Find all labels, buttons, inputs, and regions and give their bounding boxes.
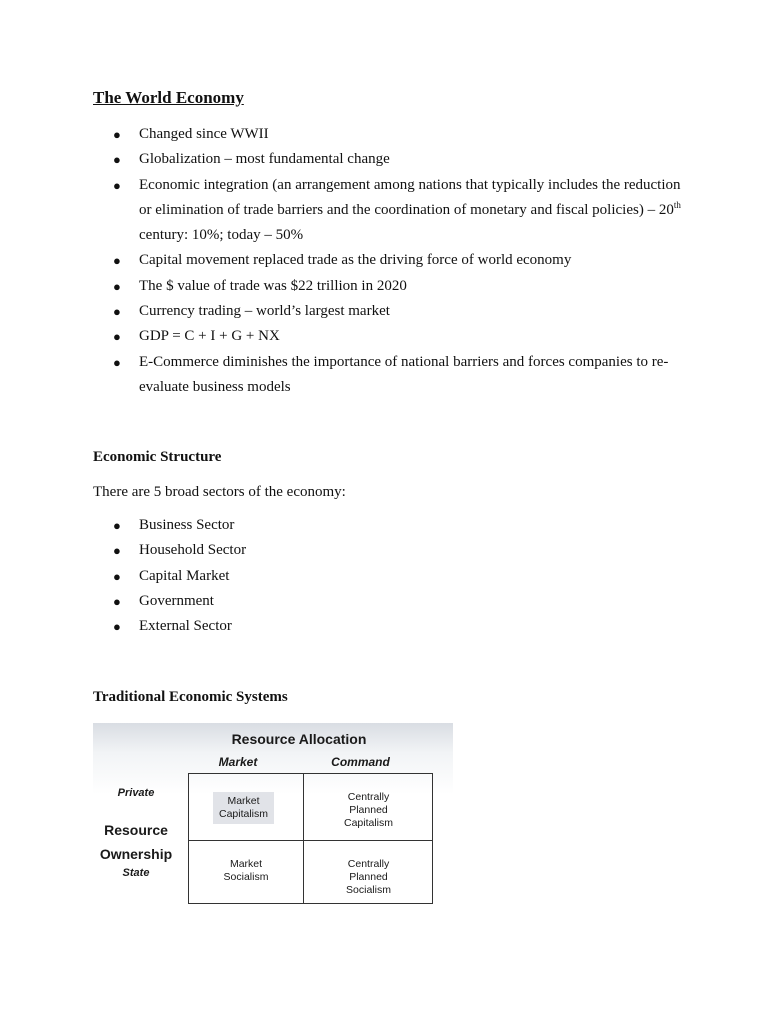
side-label-resource: Resource	[104, 822, 168, 838]
bullet-icon: ●	[113, 593, 121, 609]
allocation-grid	[188, 773, 433, 904]
traditional-systems-heading: Traditional Economic Systems	[93, 689, 288, 705]
list-item: ● GDP = C + I + G + NX	[93, 324, 683, 349]
resource-ownership-label	[93, 818, 179, 866]
list-item: ● Changed since WWII	[93, 122, 683, 147]
bullet-icon: ●	[113, 304, 121, 320]
bullet-icon: ●	[113, 329, 121, 345]
grid-divider-horizontal	[189, 840, 432, 841]
cell-centrally-planned-socialism: Centrally Planned Socialism	[346, 858, 391, 896]
cell-market-capitalism: Market Capitalism	[213, 792, 274, 824]
cell-centrally-planned-capitalism: Centrally Planned Capitalism	[343, 791, 393, 829]
bullet-icon: ●	[113, 253, 121, 269]
list-item: ● E-Commerce diminishes the importance of national barriers and forces companies to re-evaluate business models	[93, 350, 683, 401]
row-label-private: Private	[117, 787, 155, 799]
column-label-market: Market	[218, 755, 258, 769]
world-economy-list	[93, 122, 683, 400]
list-item: ● Household Sector	[93, 538, 683, 563]
bullet-icon: ●	[113, 568, 121, 584]
bullet-icon: ●	[113, 278, 121, 294]
list-item: ● The $ value of trade was $22 trillion in 2020	[93, 274, 683, 299]
list-item: ● Business Sector	[93, 513, 683, 538]
list-item: ● External Sector	[93, 614, 683, 639]
cell-market-socialism: Market Socialism	[223, 858, 269, 883]
side-label-ownership: Ownership	[99, 846, 173, 862]
bullet-icon: ●	[113, 177, 121, 193]
diagram-title: Resource Allocation	[231, 731, 367, 747]
bullet-icon: ●	[113, 619, 121, 635]
resource-allocation-diagram	[93, 723, 453, 911]
list-item: ● Capital movement replaced trade as the driving force of world economy	[93, 248, 683, 273]
column-label-command: Command	[331, 755, 390, 769]
list-item: ● Capital Market	[93, 564, 683, 589]
bullet-icon: ●	[113, 152, 121, 168]
sectors-list	[93, 513, 683, 639]
list-item: ● Globalization – most fundamental change	[93, 147, 683, 172]
economic-structure-heading: Economic Structure	[93, 449, 222, 465]
list-item: ● Government	[93, 589, 683, 614]
list-item: ● Economic integration (an arrangement among nations that typically includes the reduction or elimination of trade barriers and the coordination of monetary and fiscal policies) – 20th century: 10%; today – 50%	[93, 173, 683, 249]
bullet-icon: ●	[113, 354, 121, 370]
economic-structure-intro: There are 5 broad sectors of the economy:	[93, 484, 346, 500]
row-label-state: State	[122, 867, 150, 879]
page-title: The World Economy	[93, 88, 244, 107]
bullet-icon: ●	[113, 127, 121, 142]
list-item: ● Currency trading – world’s largest market	[93, 299, 683, 324]
bullet-icon: ●	[113, 518, 121, 533]
bullet-icon: ●	[113, 543, 121, 559]
